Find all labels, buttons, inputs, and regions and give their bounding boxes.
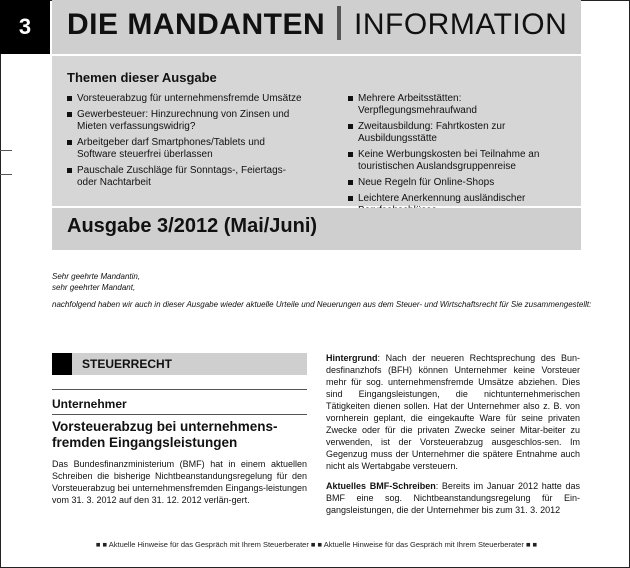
bullet-icon bbox=[67, 140, 72, 145]
bullet-icon bbox=[348, 180, 353, 185]
footer-marker: ■ ■ bbox=[95, 540, 108, 549]
topic-item: Arbeitgeber darf Smartphones/Tablets und Software steuerfrei überlassen bbox=[67, 137, 307, 161]
footer-marker: ■ ■ bbox=[310, 540, 323, 549]
issue-banner bbox=[52, 208, 581, 250]
topic-item: Gewerbesteuer: Hinzurechnung von Zinsen und Mieten verfassungswidrig? bbox=[67, 109, 307, 133]
topic-item: Zweitausbildung: Fahrtkosten zur Ausbildungsstätte bbox=[348, 121, 580, 145]
margin-mark bbox=[0, 150, 12, 151]
salutation: sehr geehrter Mandant, bbox=[52, 283, 136, 292]
bullet-icon bbox=[348, 124, 353, 129]
article-body: Das Bundesfinanzministerium (BMF) hat in einem aktuellen Schreiben die bisherige Nichtbeanstandungsregelung für den Vorsteuerabzug bei unternehmensfremden Eingangs-leistungen vom 31. 3. 2012 auf den 31. 12. 2012 verlän-gert. bbox=[52, 459, 307, 505]
masthead-title-left: DIE MANDANTEN bbox=[67, 8, 326, 41]
issue-title: Ausgabe 3/2012 (Mai/Juni) bbox=[67, 215, 318, 237]
masthead bbox=[52, 0, 581, 54]
bullet-icon bbox=[67, 168, 72, 173]
topic-item: Keine Werbungskosten bei Teilnahme an touristischen Auslandsgruppenreise bbox=[348, 149, 580, 173]
bullet-icon bbox=[348, 96, 353, 101]
topics-title: Themen dieser Ausgabe bbox=[67, 70, 217, 85]
footer bbox=[52, 540, 581, 549]
article-title: Vorsteuerabzug bei unternehmens-fremden Eingangsleistungen bbox=[52, 419, 278, 450]
topics-left-column bbox=[67, 93, 307, 193]
paragraph: Hintergrund: Nach der neueren Rechtsprechung des Bun-desfinanzhofs (BFH) können Unternehmer keine Vorsteuer mehr für sog. unternehmensfremde Umsätze abziehen. Dies sind Eingangsleistungen, die nichtunternehmerischen Tätigkeiten dienen sollen. Hat der Unternehmer also z. B. von vornherein geplant, die eingekaufte Ware für seine privaten Zwecke oder für die privaten Zwecke seiner Mitar-beiter zu verwenden, ist der Vorsteuerabzug ausgeschlos-sen. Im Gegenzug muss der Unternehmer die spätere Entnahme auch nicht als Wertabgabe versteuern. bbox=[326, 353, 580, 471]
topics-box bbox=[52, 56, 581, 206]
page-number: 3 bbox=[0, 0, 50, 54]
salutation: Sehr geehrte Mandantin, bbox=[52, 272, 141, 281]
topic-item: Leichtere Anerkennung ausländischer bbox=[348, 193, 580, 217]
divider bbox=[52, 414, 307, 415]
masthead-divider bbox=[337, 6, 341, 40]
divider bbox=[52, 389, 307, 390]
topic-item: Neue Regeln für Online-Shops bbox=[348, 177, 580, 189]
footer-text: Aktuelle Hinweise für das Gespräch mit Ihrem Steuerberater bbox=[323, 540, 524, 549]
footer-marker: ■ ■ bbox=[525, 540, 538, 549]
section-marker bbox=[52, 353, 72, 375]
topics-right-column bbox=[348, 93, 580, 221]
section-label: STEUERRECHT bbox=[82, 357, 173, 371]
right-column bbox=[326, 352, 580, 524]
paragraph-lead: Hintergrund bbox=[326, 353, 378, 363]
intro-text bbox=[52, 271, 592, 310]
topic-item: Vorsteuerabzug für unternehmensfremde Umsätze bbox=[67, 93, 307, 105]
bullet-icon bbox=[348, 196, 353, 201]
bullet-icon bbox=[67, 96, 72, 101]
subheading: Unternehmer bbox=[52, 397, 127, 411]
masthead-title-right: INFORMATION bbox=[354, 8, 568, 41]
margin-mark bbox=[0, 174, 12, 175]
paragraph-lead: Aktuelles BMF-Schreiben bbox=[326, 481, 436, 491]
footer-text: Aktuelle Hinweise für das Gespräch mit Ihrem Steuerberater bbox=[108, 540, 309, 549]
topic-item: Pauschale Zuschläge für Sonntags-, Feiertags- oder Nachtarbeit bbox=[67, 165, 307, 189]
section-header bbox=[52, 353, 307, 375]
bullet-icon bbox=[348, 152, 353, 157]
intro-body: nachfolgend haben wir auch in dieser Ausgabe wieder aktuelle Urteile und Neuerungen aus dem Steuer- und Wirtschaftsrecht für Sie zusammengestellt: bbox=[52, 300, 592, 309]
bullet-icon bbox=[67, 112, 72, 117]
paragraph: Aktuelles BMF-Schreiben: Bereits im Januar 2012 hatte das BMF eine sog. Nichtbeanstandungsregelung für Ein-gangsleistungen, die der Unternehmer bis zum 31. 3. 2012 bbox=[326, 481, 580, 515]
topic-item: Mehrere Arbeitsstätten: Verpflegungsmehraufwand bbox=[348, 93, 580, 117]
